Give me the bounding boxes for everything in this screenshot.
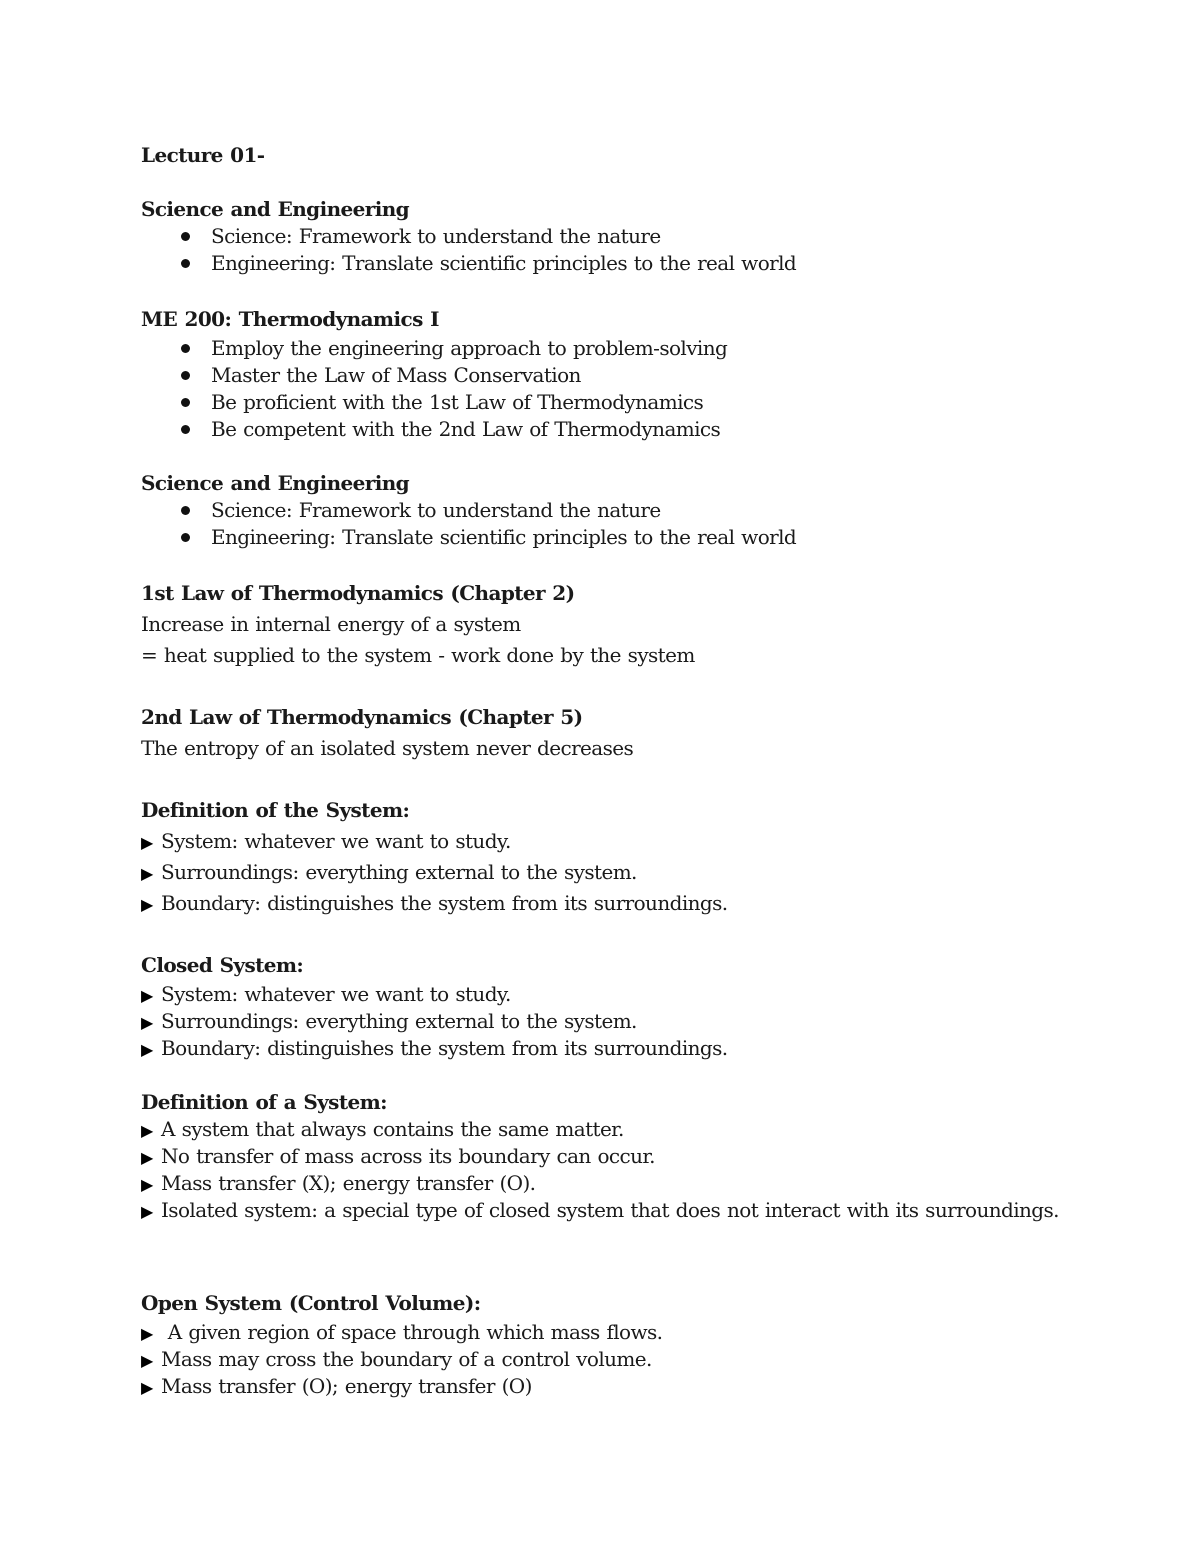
section-heading: 2nd Law of Thermodynamics (Chapter 5) — [141, 705, 583, 729]
list-item: ▶ A system that always contains the same matter. — [141, 1116, 1101, 1143]
triangle-right-icon: ▶ — [141, 1202, 153, 1221]
triangle-right-icon: ▶ — [141, 1013, 153, 1032]
triangle-right-icon: ▶ — [141, 1148, 153, 1167]
bullet-icon — [181, 344, 190, 353]
paragraph-line: = heat supplied to the system - work done by the system — [141, 643, 695, 667]
bullet-icon — [181, 371, 190, 380]
triangle-right-icon: ▶ — [141, 895, 153, 914]
triangle-right-icon: ▶ — [141, 1121, 153, 1140]
section-first-law — [141, 578, 1101, 671]
arrow-list — [141, 1116, 1101, 1224]
section-heading: ME 200: Thermodynamics I — [141, 307, 439, 331]
list-item: ▶ Boundary: distinguishes the system from its surroundings. — [141, 888, 1101, 919]
list-item: Master the Law of Mass Conservation — [141, 362, 1101, 389]
list-item: ▶ A given region of space through which mass flows. — [141, 1319, 1101, 1346]
list-item: ▶ Boundary: distinguishes the system from its surroundings. — [141, 1035, 1101, 1062]
section-heading: Definition of the System: — [141, 798, 410, 822]
bullet-icon — [181, 425, 190, 434]
bullet-list — [141, 335, 1101, 443]
section-heading: Science and Engineering — [141, 197, 410, 221]
section-heading: Science and Engineering — [141, 471, 410, 495]
bullet-list — [141, 223, 1101, 277]
list-item: ▶ No transfer of mass across its boundary can occur. — [141, 1143, 1101, 1170]
section-science-engineering-2 — [141, 470, 1101, 551]
section-heading: Closed System: — [141, 953, 304, 977]
section-science-engineering-1 — [141, 196, 1101, 277]
list-item: ▶ Surroundings: everything external to the system. — [141, 1008, 1101, 1035]
triangle-right-icon: ▶ — [141, 1040, 153, 1059]
triangle-right-icon: ▶ — [141, 833, 153, 852]
list-item: Engineering: Translate scientific principles to the real world — [141, 524, 1101, 551]
section-me200 — [141, 304, 1101, 443]
list-item: ▶ Mass transfer (O); energy transfer (O) — [141, 1373, 1101, 1400]
bullet-icon — [181, 232, 190, 241]
list-item: ▶ Mass transfer (X); energy transfer (O). — [141, 1170, 1101, 1197]
list-item: ▶ System: whatever we want to study. — [141, 981, 1101, 1008]
list-item: ▶ System: whatever we want to study. — [141, 826, 1101, 857]
triangle-right-icon: ▶ — [141, 986, 153, 1005]
lecture-title: Lecture 01- — [141, 143, 265, 167]
section-heading: Definition of a System: — [141, 1090, 387, 1114]
section-heading: Open System (Control Volume): — [141, 1291, 481, 1315]
list-item: Employ the engineering approach to problem-solving — [141, 335, 1101, 362]
bullet-icon — [181, 533, 190, 542]
arrow-list — [141, 981, 1101, 1062]
section-closed-system — [141, 950, 1101, 1062]
list-item: Science: Framework to understand the nature — [141, 223, 1101, 250]
document-page — [141, 142, 1101, 1427]
paragraph-line: The entropy of an isolated system never decreases — [141, 736, 634, 760]
list-item: ▶ Isolated system: a special type of closed system that does not interact with its surroundings. — [141, 1197, 1101, 1224]
section-definition-of-a-system — [141, 1089, 1101, 1224]
paragraph-line: Increase in internal energy of a system — [141, 612, 521, 636]
list-item: Engineering: Translate scientific principles to the real world — [141, 250, 1101, 277]
list-item: ▶ Surroundings: everything external to the system. — [141, 857, 1101, 888]
bullet-list — [141, 497, 1101, 551]
arrow-list — [141, 826, 1101, 919]
triangle-right-icon: ▶ — [141, 1378, 153, 1397]
list-item: Be competent with the 2nd Law of Thermodynamics — [141, 416, 1101, 443]
section-heading: 1st Law of Thermodynamics (Chapter 2) — [141, 581, 575, 605]
section-definition-of-the-system — [141, 795, 1101, 919]
triangle-right-icon: ▶ — [141, 1324, 153, 1343]
list-item: ▶ Mass may cross the boundary of a control volume. — [141, 1346, 1101, 1373]
section-second-law — [141, 702, 1101, 764]
triangle-right-icon: ▶ — [141, 1175, 153, 1194]
bullet-icon — [181, 398, 190, 407]
triangle-right-icon: ▶ — [141, 864, 153, 883]
list-item: Science: Framework to understand the nature — [141, 497, 1101, 524]
bullet-icon — [181, 506, 190, 515]
bullet-icon — [181, 259, 190, 268]
section-open-system — [141, 1288, 1101, 1400]
triangle-right-icon: ▶ — [141, 1351, 153, 1370]
list-item: Be proficient with the 1st Law of Thermodynamics — [141, 389, 1101, 416]
arrow-list — [141, 1319, 1101, 1400]
